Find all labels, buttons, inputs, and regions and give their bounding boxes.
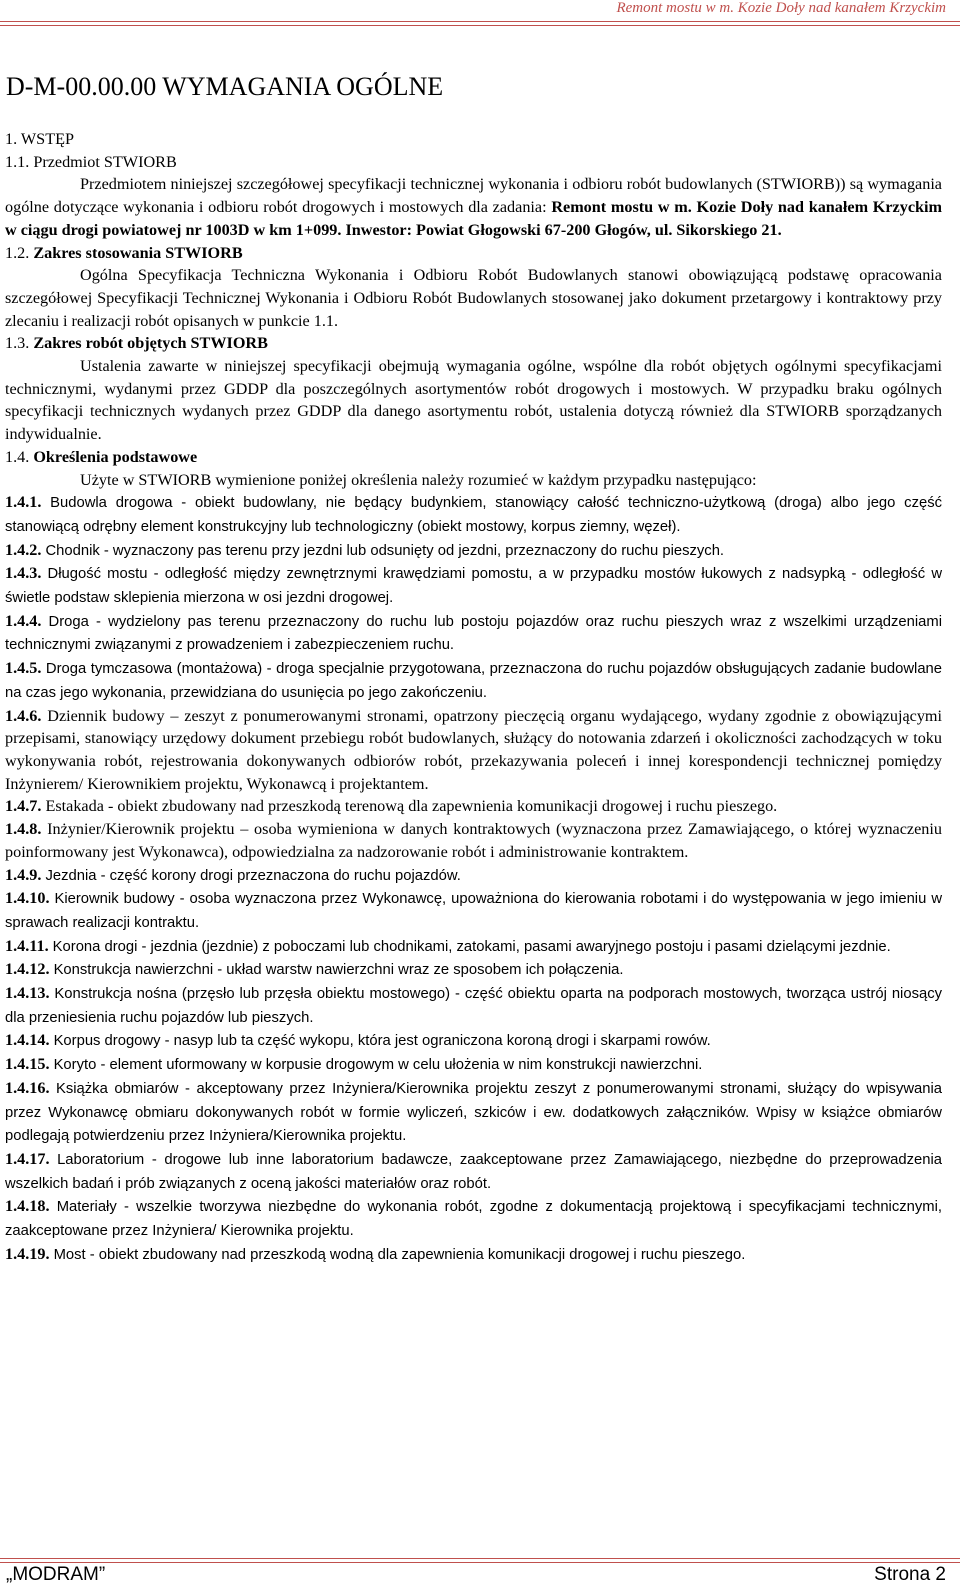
definition-number: 1.4.18. <box>5 1197 57 1216</box>
definition-number: 1.4.13. <box>5 984 55 1003</box>
definition-item <box>5 1243 942 1267</box>
section-1-heading: 1. WSTĘP <box>5 130 74 148</box>
definition-item <box>5 1195 942 1242</box>
definition-item <box>5 982 942 1029</box>
definition-number: 1.4.10. <box>5 889 55 908</box>
definition-number: 1.4.4. <box>5 611 49 630</box>
footer-rule <box>0 1558 960 1563</box>
definition-number: 1.4.7. <box>5 797 46 816</box>
section-1-2-body: Ogólna Specyfikacja Techniczna Wykonania i Odbioru Robót Budowlanych stanowi obowiązującą podstawę opracowania szczegółowej Specyfikacji Technicznej Wykonania i Odbioru Robót Budowlanych stosowanej jako dokument przetargowy i kontraktowy przy zlecaniu i realizacji robót opisanych w punkcie 1.1. <box>5 266 942 330</box>
definition-number: 1.4.19. <box>5 1244 54 1263</box>
section-1-2-heading: 1.2. Zakres stosowania STWIORB <box>5 243 243 262</box>
definition-number: 1.4.15. <box>5 1055 54 1074</box>
definition-item <box>5 887 942 934</box>
definition-item <box>5 935 942 959</box>
definition-text: Estakada - obiekt zbudowany nad przeszkodą terenową dla zapewnienia komunikacji drogowej i ruchu pieszego. <box>45 797 778 816</box>
definition-item <box>5 1029 942 1053</box>
definition-number: 1.4.6. <box>5 706 48 725</box>
section-1-1-heading: 1.1. Przedmiot STWIORB <box>5 152 177 171</box>
definition-text: Konstrukcja nawierzchni - układ warstw nawierzchni wraz ze sposobem ich połączenia. <box>53 962 624 979</box>
definition-item <box>5 657 942 704</box>
definition-text: Korpus drogowy - nasyp lub ta część wykopu, która jest ograniczona koroną drogi i skarpami rowów. <box>53 1033 711 1050</box>
definition-text: Konstrukcja nośna (przęsło lub przęsła obiektu mostowego) - część obiektu oparta na podporach mostowych, tworząca ustrój niosący dla przeniesienia ruchu pojazdów lub pieszych. <box>5 986 943 1026</box>
definition-number: 1.4.9. <box>5 865 46 884</box>
definition-text: Most - obiekt zbudowany nad przeszkodą wodną dla zapewnienia komunikacji drogowej i ruchu pieszego. <box>53 1246 746 1263</box>
definition-item <box>5 1053 942 1077</box>
definition-text: Budowla drogowa - obiekt budowlany, nie będący budynkiem, stanowiący całość techniczno-użytkową (droga) albo jego część stanowiącą odrębny element konstrukcyjny lub technologiczny (obiekt mostowy, korpus ziemny, węzeł). <box>5 495 942 535</box>
running-header: Remont mostu w m. Kozie Doły nad kanałem Krzyckim <box>616 0 946 16</box>
definition-item <box>5 562 942 609</box>
definition-number: 1.4.5. <box>5 659 46 678</box>
definition-text: Dziennik budowy – zeszyt z ponumerowanymi stronami, opatrzony pieczęcią organu wydającego, wydany zgodnie z obowiązującymi przepisami, stanowiący urzędowy dokument przebiegu robót budowlanych, służący do notowania zdarzeń i okoliczności zachodzących w toku wykonywania robót, rejestrowania dokonywanych odbiorów robót, przekazywania poleceń i innej korespondencji technicznej pomiędzy Inżynierem/ Kierownikiem projektu, Wykonawcą i projektantem. <box>5 706 942 793</box>
definition-text: Jezdnia - część korony drogi przeznaczona do ruchu pojazdów. <box>45 867 461 884</box>
definition-item <box>5 705 942 796</box>
header-rule <box>0 21 960 26</box>
definition-item <box>5 795 942 818</box>
definition-text: Kierownik budowy - osoba wyznaczona przez Wykonawcę, upoważniona do kierowania robotami i do występowania w jego imieniu w sprawach realizacji kontraktu. <box>5 891 943 931</box>
definition-text: Korona drogi - jezdnia (jezdnie) z poboczami lub chodnikami, zatokami, pasami awaryjnego postoju i pasami dzielącymi jezdnie. <box>52 938 891 955</box>
project-description: Remont mostu w m. Kozie Doły nad kanałem Krzyckim w ciągu drogi powiatowej nr 1003D w km 1+099. Inwestor: Powiat Głogowski 67-200 Głogów, ul. Sikorskiego 21. <box>5 198 942 239</box>
definition-text: Koryto - element uformowany w korpusie drogowym w celu ułożenia w nim konstrukcji nawierzchni. <box>53 1057 703 1074</box>
document-body <box>5 128 942 1266</box>
page-title: D-M-00.00.00 WYMAGANIA OGÓLNE <box>6 72 444 101</box>
definition-text: Chodnik - wyznaczony pas terenu przy jezdni lub odsunięty od jezdni, przeznaczony do ruchu pieszych. <box>45 542 725 559</box>
definition-item <box>5 958 942 982</box>
definition-number: 1.4.11. <box>5 936 53 955</box>
definition-number: 1.4.1. <box>5 493 51 512</box>
definition-item <box>5 610 942 657</box>
definition-number: 1.4.8. <box>5 820 48 839</box>
definition-item <box>5 1077 942 1148</box>
definition-text: Droga - wydzielony pas terenu przeznaczony do ruchu lub postoju pojazdów oraz ruchu pieszych wraz z wszelkimi urządzeniami technicznymi związanymi z prowadzeniem i zabezpieczeniem ruchu. <box>5 613 943 654</box>
definition-text: Droga tymczasowa (montażowa) - droga specjalnie przygotowana, przeznaczona do ruchu pojazdów obsługujących zadanie budowlane na czas jego wykonania, przewidziana do usunięcia po jego zakończeniu. <box>5 661 943 701</box>
definition-number: 1.4.14. <box>5 1031 54 1050</box>
definition-text: Książka obmiarów - akceptowany przez Inżyniera/Kierownika projektu zeszyt z ponumerowanymi stronami, służący do wpisywania przez Wykonawcę obmiaru dokonywanych robót w formie wyliczeń, szkiców i ew. dodatkowych załączników. Wpisy w książce obmiarów podlegają potwierdzeniu przez Inżyniera/Kierownika projektu. <box>5 1080 942 1145</box>
definition-number: 1.4.3. <box>5 564 48 583</box>
definition-number: 1.4.17. <box>5 1149 58 1168</box>
definition-text: Materiały - wszelkie tworzywa niezbędne do wykonania robót, zgodne z dokumentacją projektową i specyfikacjami technicznymi, zaakceptowane przez Inżyniera/ Kierownika projektu. <box>5 1199 942 1240</box>
definition-text: Laboratorium - drogowe lub inne laboratorium badawcze, zaakceptowane przez Zamawiającego, niezbędne do przeprowadzenia wszelkich badań i prób związanych z oceną jakości materiałów oraz robót. <box>5 1151 943 1192</box>
definition-text: Inżynier/Kierownik projektu – osoba wymieniona w danych kontraktowych (wyznaczona przez Zamawiającego, o której wyznaczeniu poinformowany jest Wykonawca), odpowiedzialna za nadzorowanie robót i administrowanie kontraktem. <box>5 820 942 861</box>
footer-company: „MODRAM” <box>6 1564 106 1585</box>
definition-text: Długość mostu - odległość między zewnętrznymi krawędziami pomostu, a w przypadku mostów łukowych z nadsypką - odległość w świetle podstaw sklepienia mierzona w osi jezdni drogowej. <box>5 566 943 607</box>
section-1-1-body: Przedmiotem niniejszej szczegółowej specyfikacji technicznej wykonania i odbioru robót budowlanych (STWIORB)) są wymagania ogólne dotyczące wykonania i odbioru robót drogowych i mostowych dla zadania: Remont mostu w m. Kozie Doły nad kanałem Krzyckim w ciągu drogi powiatowej nr 1003D w km 1+099. Inwestor: Powiat Głogowski 67-200 Głogów, ul. Sikorskiego 21. <box>5 175 942 239</box>
definitions-list <box>5 491 942 1266</box>
definition-item <box>5 491 942 538</box>
section-1-3-heading: 1.3. Zakres robót objętych STWIORB <box>5 334 268 353</box>
section-1-3-body: Ustalenia zawarte w niniejszej specyfikacji obejmują wymagania ogólne, wspólne dla robót objętych ogólnymi specyfikacjami technicznymi, wydanymi przez GDDP dla poszczególnych asortymentów robót drogowych i mostowych. W przypadku braku ogólnych specyfikacji technicznych wydanych przez GDDP dla danego asortymentu robót, ustalenia dotyczą również dla STWIORB sporządzanych indywidualnie. <box>5 357 942 444</box>
definition-number: 1.4.12. <box>5 960 54 979</box>
definition-number: 1.4.2. <box>5 540 46 559</box>
section-1-4-body: Użyte w STWIORB wymienione poniżej określenia należy rozumieć w każdym przypadku następująco: <box>80 470 757 489</box>
definition-item <box>5 539 942 563</box>
definition-item <box>5 864 942 888</box>
section-1-4-heading: 1.4. Określenia podstawowe <box>5 447 198 466</box>
definition-number: 1.4.16. <box>5 1078 56 1097</box>
definition-item <box>5 1148 942 1195</box>
footer-page-number: Strona 2 <box>874 1564 946 1585</box>
definition-item <box>5 818 942 863</box>
